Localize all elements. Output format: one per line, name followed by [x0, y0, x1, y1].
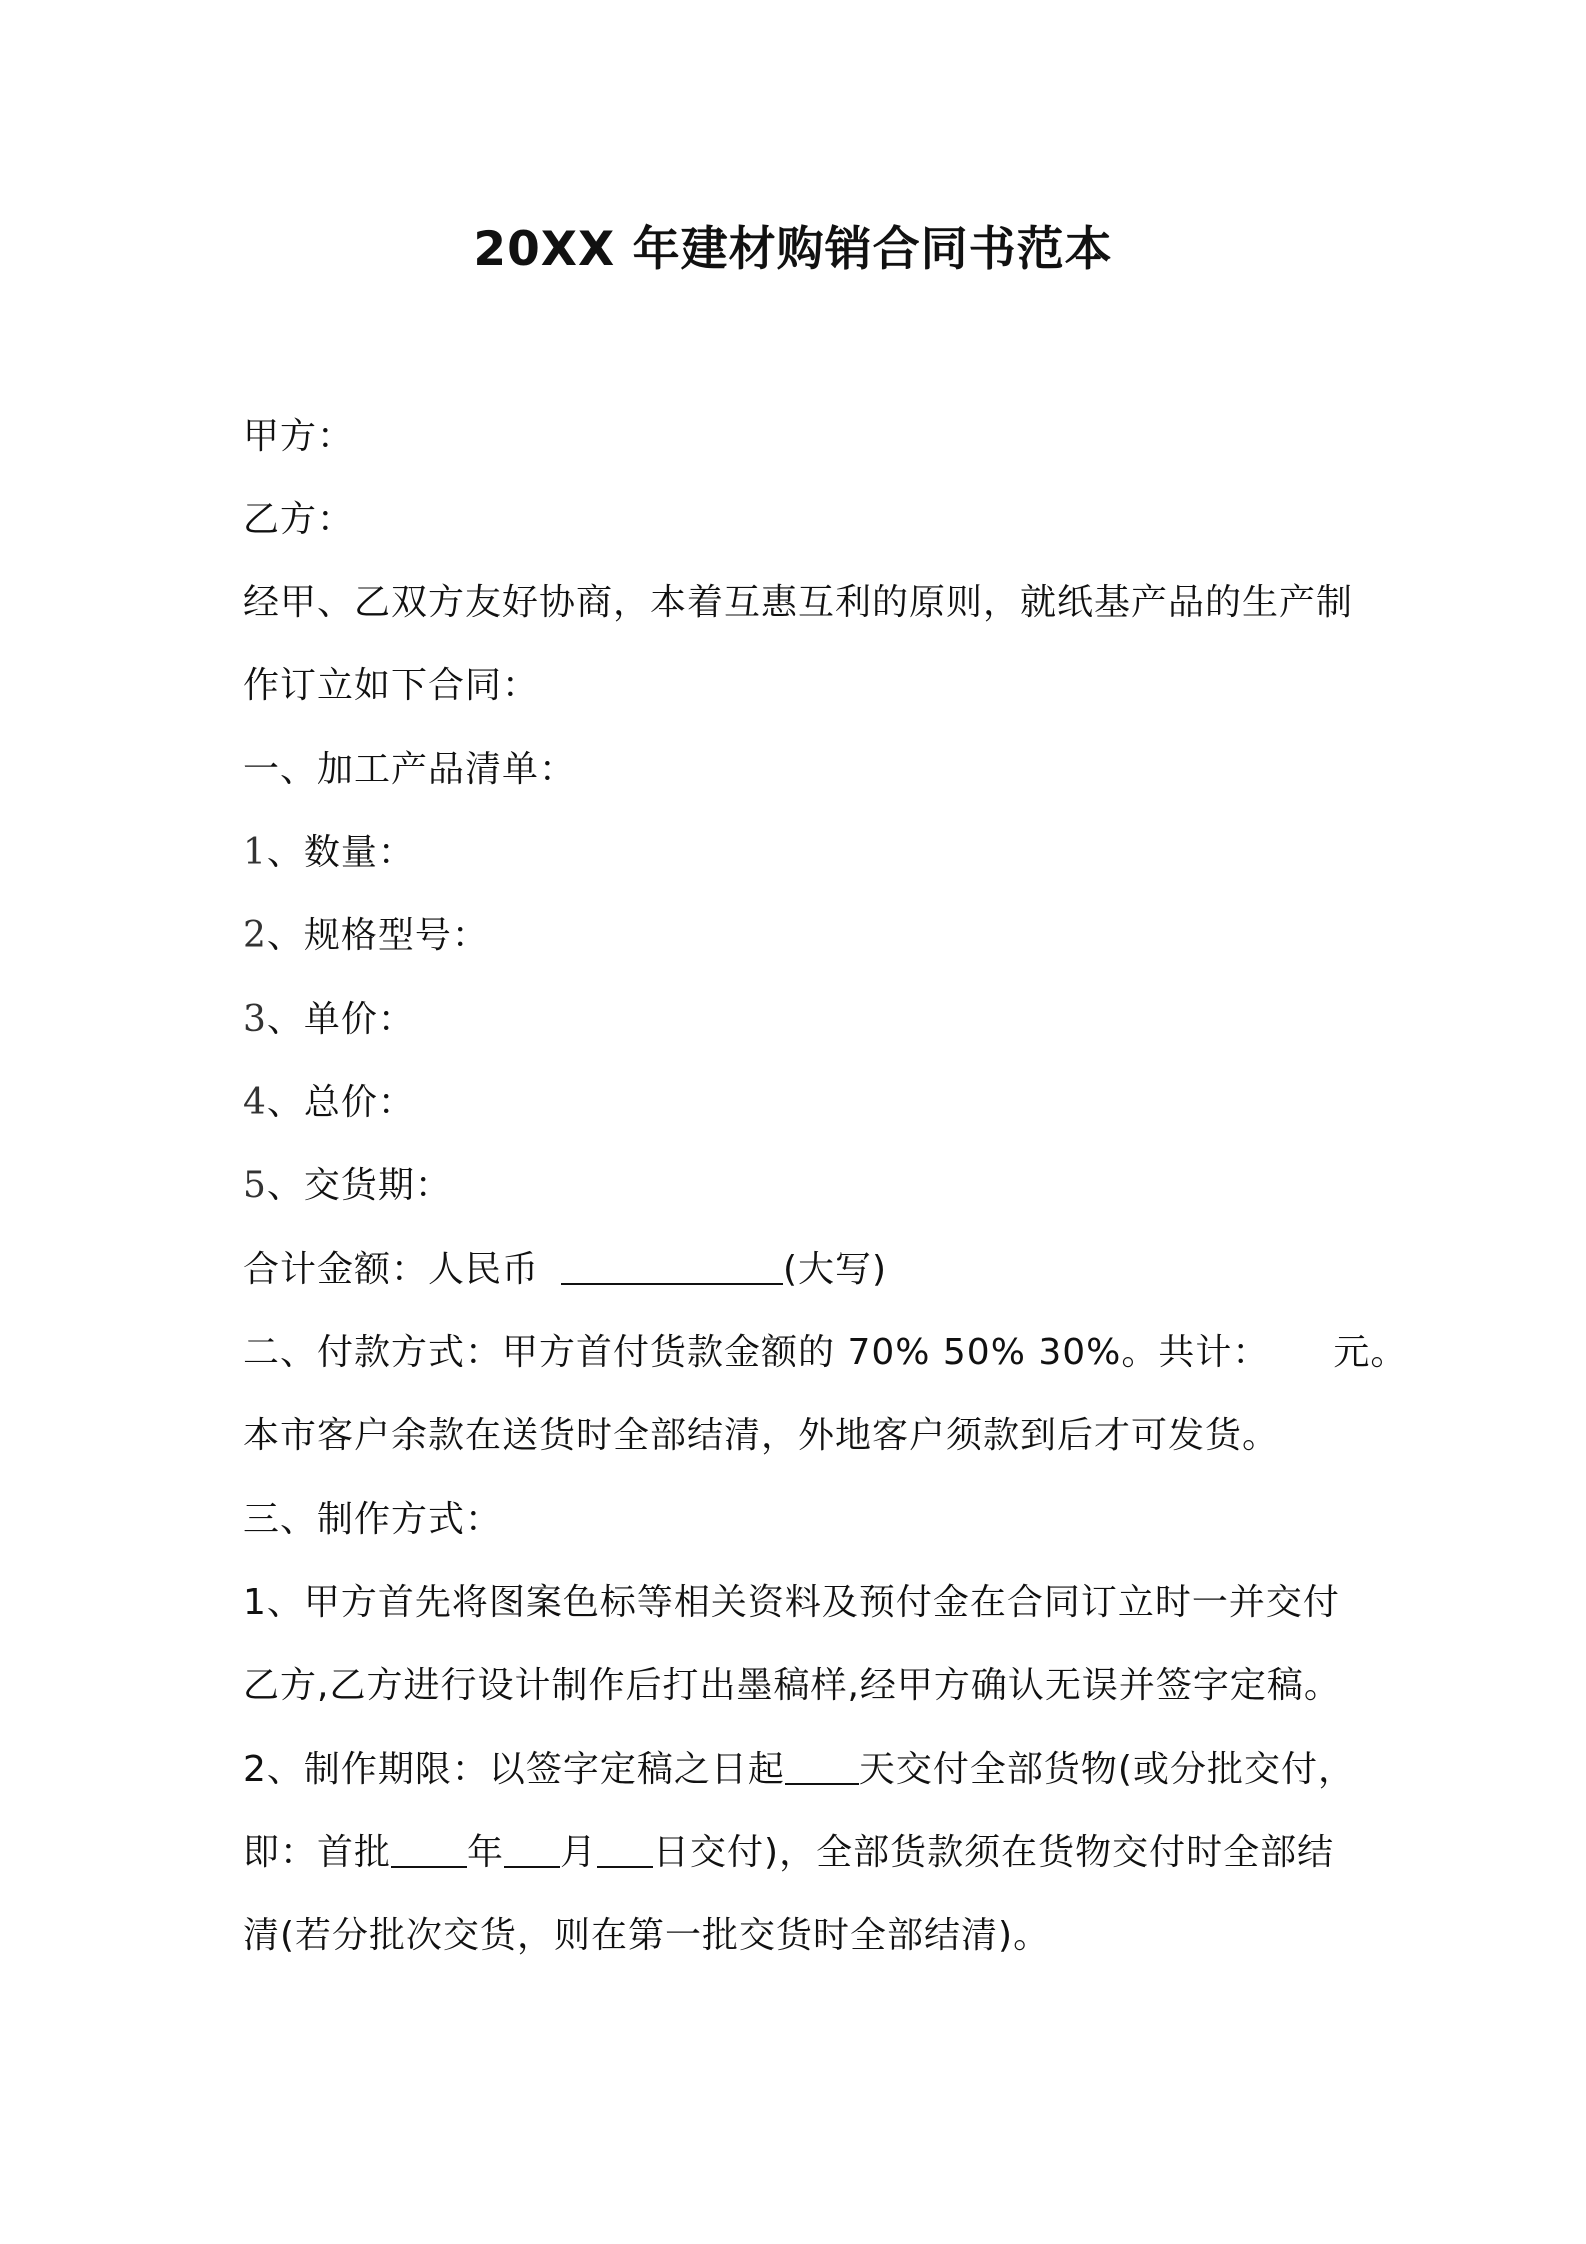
total-amount-line — [243, 1245, 887, 1295]
method-2-line-3: 清(若分批次交货，则在第一批交货时全部结清)。 — [243, 1915, 1051, 1956]
list-item-number: 1 — [243, 832, 267, 873]
total-amount-prefix: 合计金额：人民币 — [243, 1249, 540, 1290]
intro-paragraph-line-1: 经甲、乙双方友好协商，本着互惠互利的原则，就纸基产品的生产制 — [243, 582, 1354, 623]
list-item-label: 、规格型号： — [266, 915, 489, 956]
list-item-label: 、交货期： — [266, 1165, 452, 1206]
document-title: 20XX 年建材购销合同书范本 — [473, 222, 1113, 277]
list-item-number: 5 — [243, 1165, 267, 1206]
payment-terms-text: 二、付款方式：甲方首付货款金额的 70% 50% 30%。共计： — [243, 1332, 1270, 1373]
list-item-number: 2 — [243, 915, 267, 956]
total-amount-suffix: (大写) — [783, 1249, 888, 1290]
list-item — [243, 1161, 452, 1211]
total-amount-blank — [561, 1249, 783, 1285]
list-item-number: 3 — [243, 999, 267, 1040]
days-blank — [785, 1749, 859, 1785]
party-a-line: 甲方： — [243, 416, 355, 457]
list-item — [243, 995, 415, 1045]
list-item — [243, 911, 489, 961]
production-period-text-suffix: 天交付全部货物(或分批交付， — [858, 1749, 1355, 1790]
month-blank — [504, 1832, 560, 1868]
year-label: 年 — [467, 1832, 505, 1873]
method-1-line-2: 乙方,乙方进行设计制作后打出墨稿样,经甲方确认无误并签字定稿。 — [243, 1665, 1341, 1706]
payment-unit: 元。 — [1333, 1332, 1408, 1373]
day-blank — [597, 1832, 653, 1868]
list-item-label: 、总价： — [266, 1082, 415, 1123]
delivery-text: 日交付)，全部货款须在货物交付时全部结 — [653, 1832, 1335, 1873]
production-period-text: 2、制作期限：以签字定稿之日起 — [243, 1749, 785, 1790]
method-2-line-2 — [243, 1828, 1334, 1878]
list-item-label: 、单价： — [266, 999, 415, 1040]
party-b-line: 乙方： — [243, 499, 355, 540]
section-3-heading: 三、制作方式： — [243, 1499, 503, 1540]
list-item-number: 4 — [243, 1082, 267, 1123]
payment-line-1 — [243, 1328, 1407, 1378]
list-item-label: 、数量： — [266, 832, 415, 873]
first-batch-label: 即：首批 — [243, 1832, 392, 1873]
list-item — [243, 1078, 415, 1128]
method-2-line-1 — [243, 1745, 1355, 1795]
intro-paragraph-line-2: 作订立如下合同： — [243, 665, 540, 706]
section-1-heading: 一、加工产品清单： — [243, 749, 577, 790]
month-label: 月 — [560, 1832, 598, 1873]
list-item — [243, 828, 415, 878]
method-1-line-1: 1、甲方首先将图案色标等相关资料及预付金在合同订立时一并交付 — [243, 1582, 1340, 1623]
year-blank — [391, 1832, 467, 1868]
payment-line-2: 本市客户余款在送货时全部结清，外地客户须款到后才可发货。 — [243, 1415, 1280, 1456]
